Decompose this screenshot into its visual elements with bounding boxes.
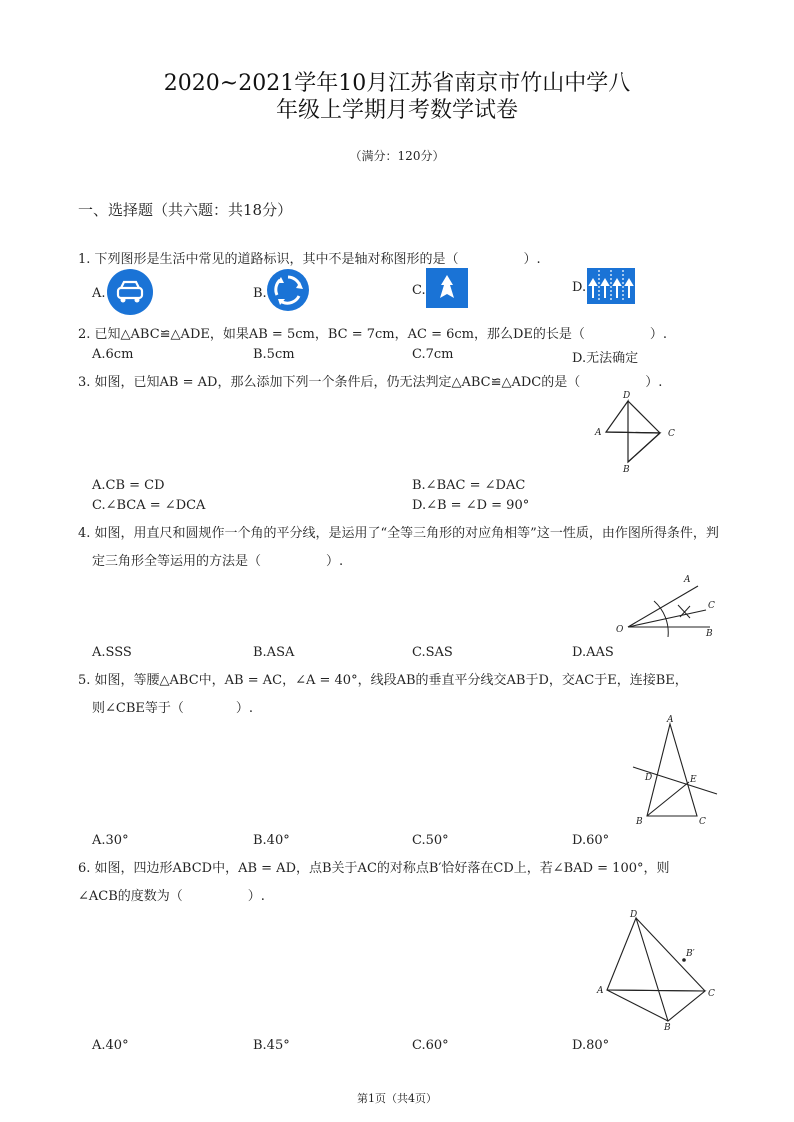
q4-figure (610, 572, 720, 644)
q5-option-c: C.50° (412, 833, 449, 848)
q6-option-a: A.40° (92, 1038, 129, 1053)
q5-label-b: B (636, 817, 643, 827)
q3-option-b: B.∠BAC = ∠DAC (412, 478, 526, 493)
q6-option-b: B.45° (253, 1038, 290, 1053)
q6-label-b: B (664, 1023, 671, 1033)
q1-option-b: B. (253, 286, 267, 301)
lanes-sign-icon (587, 268, 635, 304)
q6-label-bprime: B′ (686, 949, 695, 959)
section-heading: 一、选择题（共六题：共18分） (78, 201, 293, 219)
q4-label-b: B (706, 629, 713, 639)
arrow-sign-icon (426, 268, 468, 308)
q2-option-c: C.7cm (412, 347, 454, 362)
question-1-text: 1. 下列图形是生活中常见的道路标识，其中不是轴对称图形的是（ ）. (78, 252, 541, 267)
q2-option-d: D.无法确定 (572, 351, 639, 366)
q4-label-c: C (708, 601, 715, 611)
q3-figure (590, 388, 690, 476)
q2-option-b: B.5cm (253, 347, 295, 362)
roundabout-sign-icon (266, 268, 310, 312)
page-title-line2: 年级上学期月考数学试卷 (275, 98, 518, 123)
q3-label-d: D (623, 391, 631, 401)
q1-option-c: C. (412, 283, 426, 298)
question-5-text-line1: 5. 如图，等腰△ABC中，AB = AC，∠A = 40°，线段AB的垂直平分线交AB于D，交AC于E，连接BE， (78, 673, 688, 688)
q6-option-c: C.60° (412, 1038, 449, 1053)
q1-option-a: A. (92, 286, 106, 301)
car-sign-icon (106, 268, 154, 316)
page-footer: 第1页（共4页） (357, 1092, 437, 1105)
q5-label-a: A (667, 715, 674, 725)
q5-label-c: C (699, 817, 706, 827)
q3-label-a: A (595, 428, 602, 438)
q6-label-d: D (630, 910, 638, 920)
q5-label-d: D (645, 773, 653, 783)
page-title-line1: 2020~2021学年10月江苏省南京市竹山中学八 (163, 71, 631, 96)
question-3-text: 3. 如图，已知AB = AD，那么添加下列一个条件后，仍无法判定△ABC≌△ADC的是（ ）. (78, 375, 663, 390)
q5-option-a: A.30° (92, 833, 129, 848)
q4-option-d: D.AAS (572, 645, 614, 660)
q2-option-a: A.6cm (92, 347, 134, 362)
q4-option-a: A.SSS (92, 645, 132, 660)
q4-option-b: B.ASA (253, 645, 295, 660)
q1-option-d: D. (572, 280, 587, 295)
q5-label-e: E (690, 775, 697, 785)
q5-option-d: D.60° (572, 833, 610, 848)
question-6-text-line1: 6. 如图，四边形ABCD中，AB = AD，点B关于AC的对称点B′恰好落在CD上，若∠BAD = 100°，则 (78, 861, 670, 876)
q4-label-o: O (616, 625, 624, 635)
question-2-text: 2. 已知△ABC≌△ADE，如果AB = 5cm，BC = 7cm，AC = 6cm，那么DE的长是（ ）. (78, 327, 668, 342)
q3-label-c: C (668, 429, 675, 439)
q5-figure (625, 712, 725, 830)
question-4-text-line2: 定三角形全等运用的方法是（ ）. (92, 554, 344, 569)
question-4-text-line1: 4. 如图，用直尺和圆规作一个角的平分线，是运用了“全等三角形的对应角相等”这一性质，由作图所得条件，判 (78, 526, 719, 541)
full-score: （满分：120分） (349, 149, 445, 163)
q3-option-a: A.CB = CD (92, 478, 165, 493)
question-6-text-line2: ∠ACB的度数为（ ）. (78, 889, 265, 904)
q4-label-a: A (684, 575, 691, 585)
q6-option-d: D.80° (572, 1038, 610, 1053)
q3-option-d: D.∠B = ∠D = 90° (412, 498, 530, 513)
q4-option-c: C.SAS (412, 645, 453, 660)
q5-option-b: B.40° (253, 833, 290, 848)
q3-option-c: C.∠BCA = ∠DCA (92, 498, 206, 513)
q6-label-c: C (708, 989, 715, 999)
q3-label-b: B (623, 465, 630, 475)
q6-figure (590, 905, 720, 1035)
q6-label-a: A (597, 986, 604, 996)
question-5-text-line2: 则∠CBE等于（ ）. (92, 701, 254, 716)
